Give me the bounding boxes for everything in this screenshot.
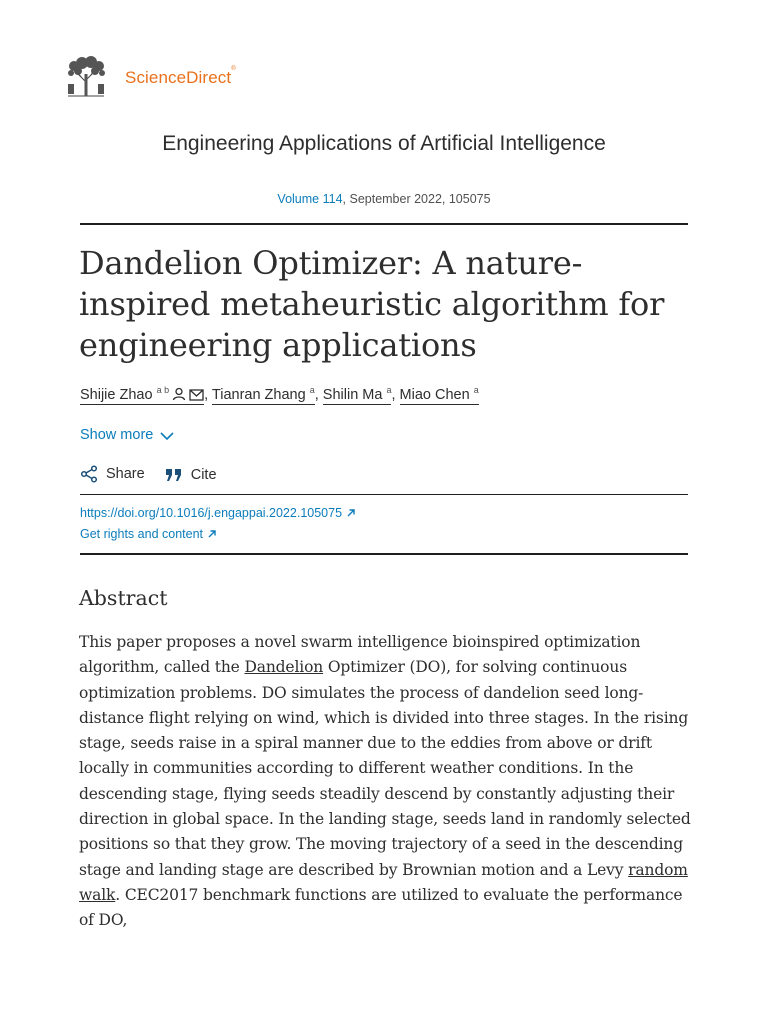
author-link[interactable]: Shijie Zhao $^{a b}$	[80, 387, 204, 405]
volume-line	[80, 192, 688, 206]
share-button[interactable]: Share	[80, 465, 145, 483]
show-more-button[interactable]: Show more	[80, 427, 175, 443]
author-link[interactable]: Tianran Zhang $^a$	[211, 385, 315, 403]
abstract-text: This paper proposes a novel swarm intelligence bioinspired optimization algorithm, called the Dandelion Optimizer (DO), for solving continuous optimization problems. DO simulates the process of dandelion seed long-distance flight relying on wind, which is divided into three stages. In the rising stage, seeds raise in a spiral manner due to the eddies from above or drift locally in communities according to different weather conditions. In the descending stage, flying seeds steadily descend by constantly adjusting their direction in global space. In the landing stage, seeds land in randomly selected positions so that they grow. The moving trajectory of a seed in the descending stage and landing stage are described by Brownian motion and a Levy random walk. CEC2017 benchmark functions are utilized to evaluate the performance of DO,	[79, 633, 691, 930]
abstract-heading: Abstract	[79, 586, 168, 610]
article-title: Dandelion Optimizer: A nature-inspired metaheuristic algorithm for engineering applications	[79, 244, 665, 364]
dandelion-term-link[interactable]: Dandelion	[244, 658, 324, 677]
divider	[80, 553, 688, 555]
external-link-icon	[207, 529, 217, 539]
share-icon	[80, 465, 98, 483]
author-link[interactable]: Shilin Ma $^a$	[322, 385, 392, 403]
rights-link[interactable]: Get rights and content	[80, 527, 217, 541]
person-icon	[172, 387, 186, 405]
volume-details: , September 2022, 105075	[342, 192, 491, 206]
volume-link[interactable]: Volume 114	[277, 192, 343, 206]
author-link[interactable]: Miao Chen $^a$	[399, 385, 479, 403]
journal-title[interactable]: Engineering Applications of Artificial Intelligence	[162, 132, 606, 155]
site-header	[62, 56, 702, 98]
cite-icon	[165, 467, 183, 483]
mail-icon	[189, 389, 204, 405]
doi-link[interactable]: https://doi.org/10.1016/j.engappai.2022.105075	[80, 506, 356, 520]
cite-button[interactable]: Cite	[165, 467, 217, 483]
chevron-down-icon	[159, 430, 175, 442]
external-link-icon	[346, 508, 356, 518]
sciencedirect-logo[interactable]: ScienceDirect®	[125, 66, 236, 87]
elsevier-tree-logo[interactable]	[62, 56, 110, 98]
divider	[80, 494, 688, 495]
article-actions	[80, 465, 233, 487]
author-list: Shijie Zhao $^{a b}$ , Tianran Zhang $^a$, Shilin Ma $^a$, Miao Chen $^a$	[80, 385, 479, 403]
divider	[80, 223, 688, 225]
random-walk-term-link[interactable]: random walk	[79, 860, 688, 904]
